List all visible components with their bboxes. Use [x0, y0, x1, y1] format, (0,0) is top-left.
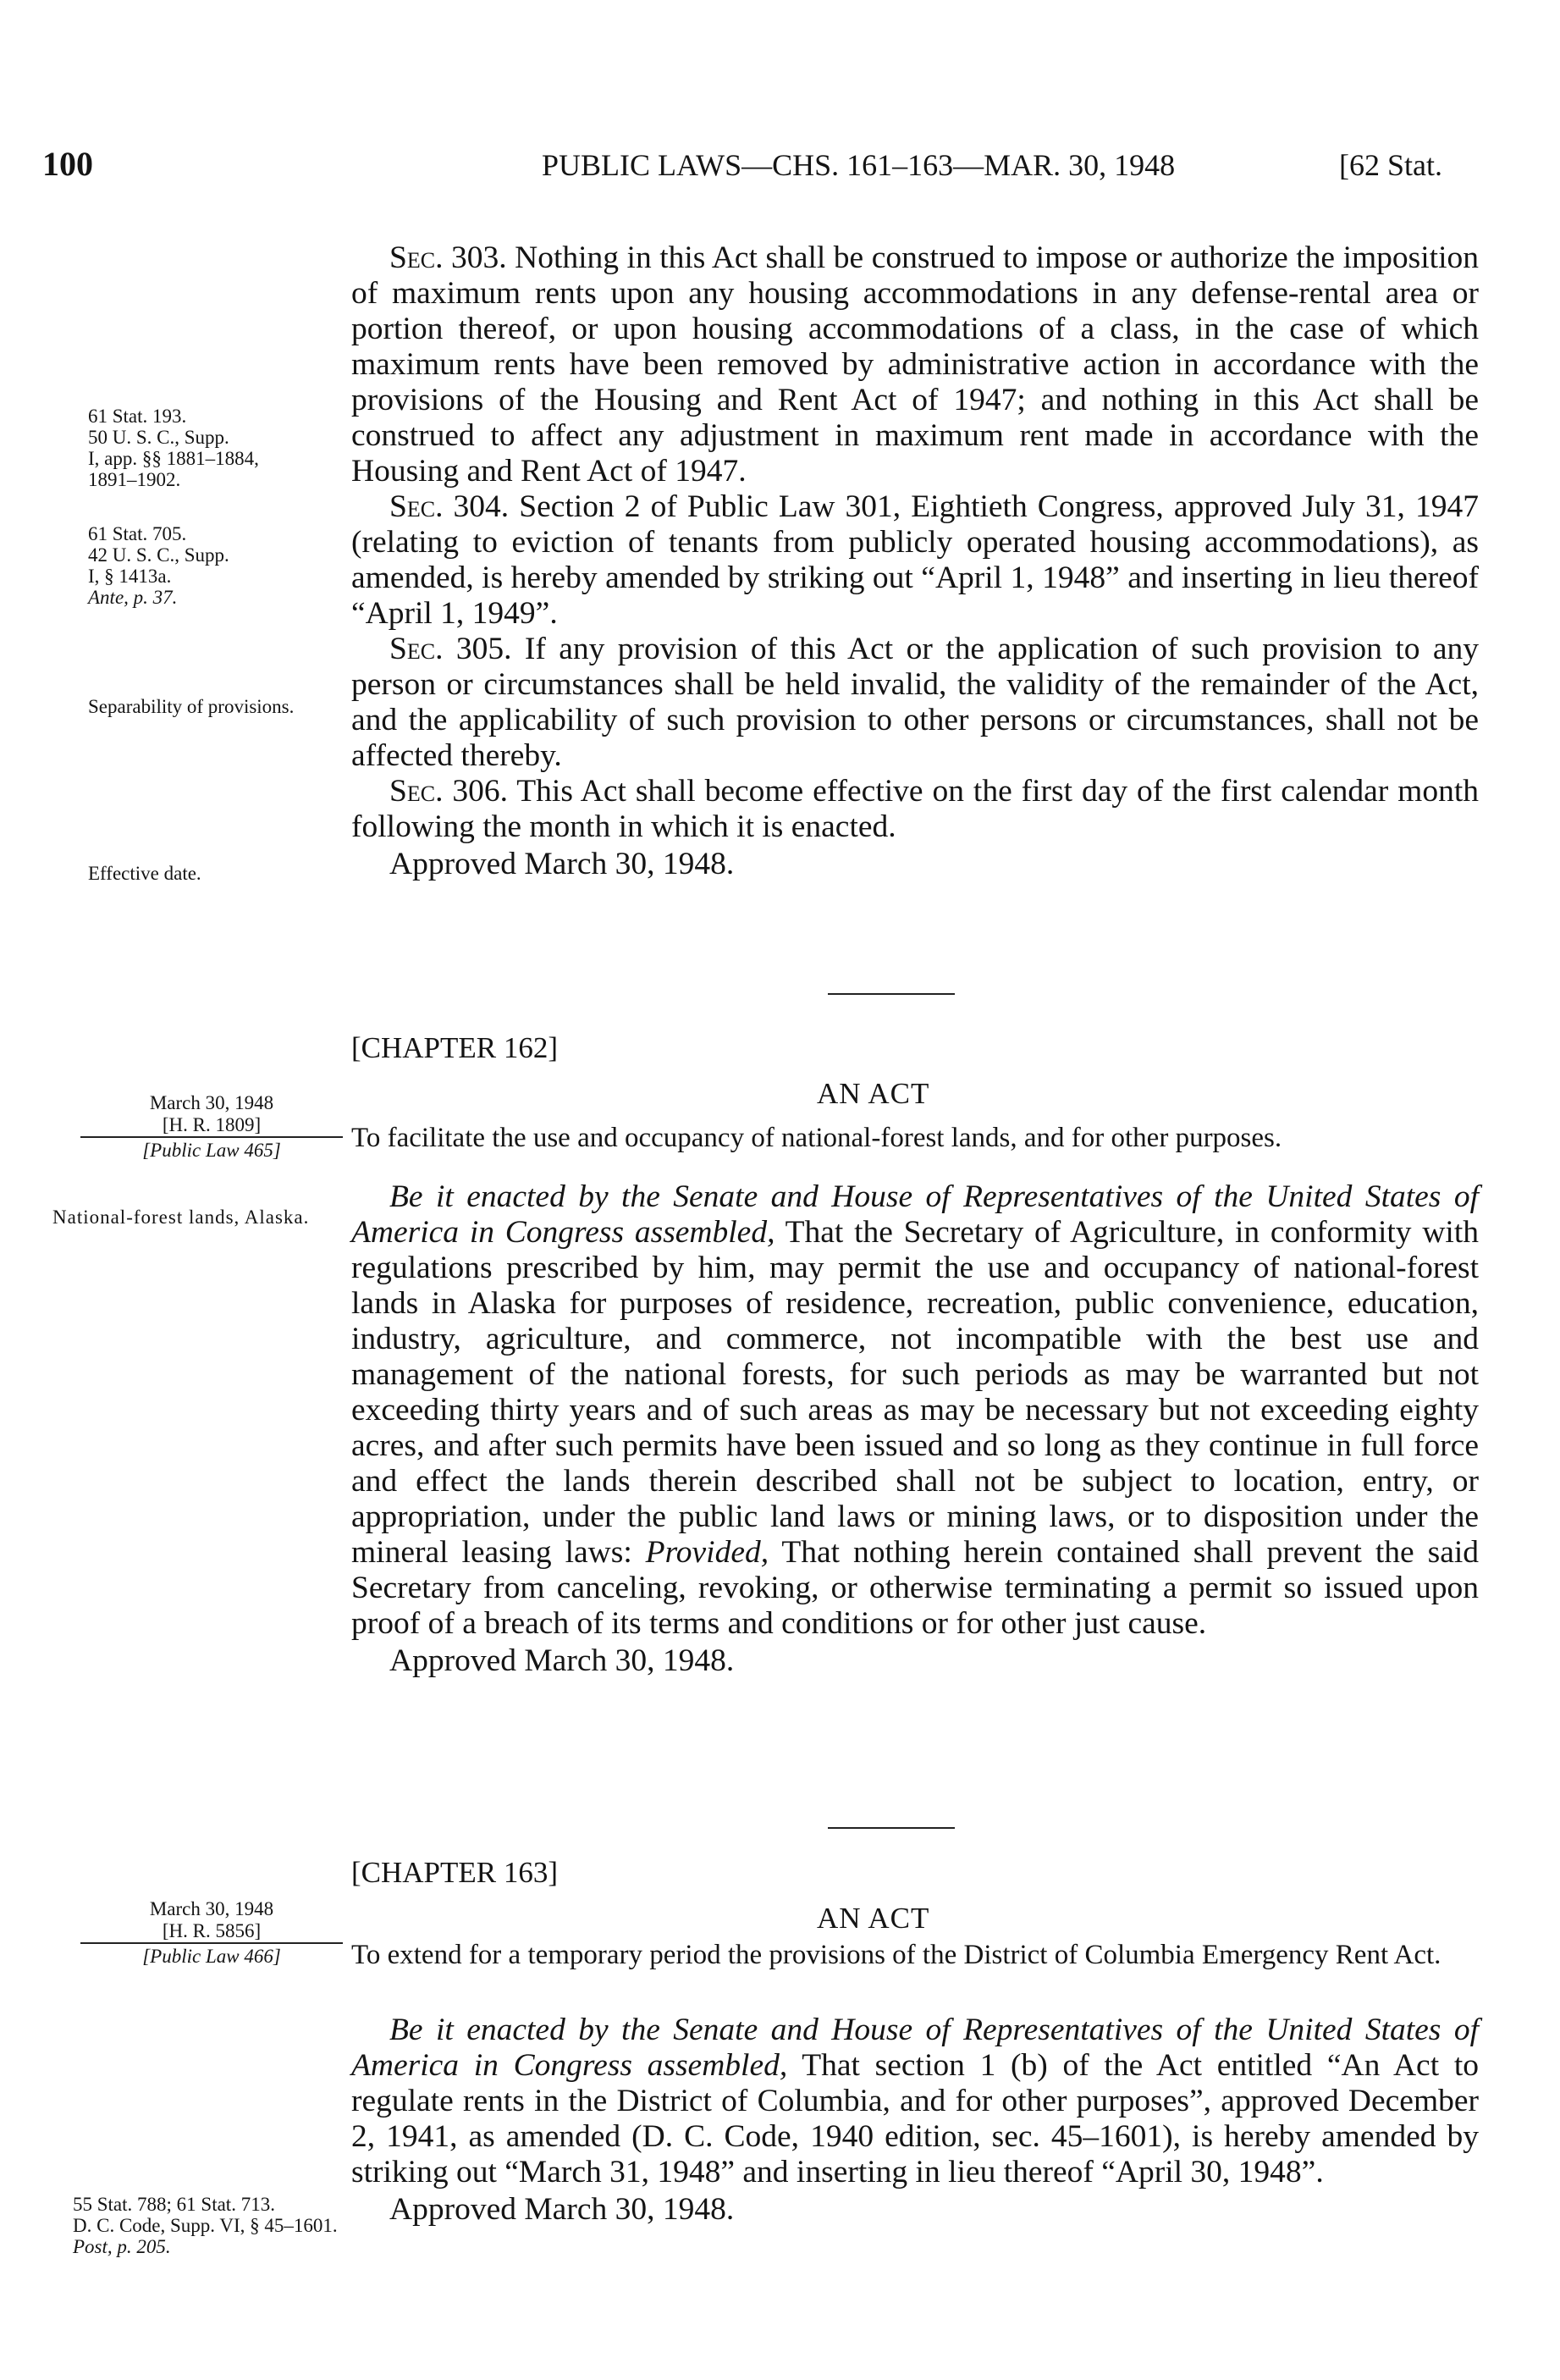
section-303-label: Sec. 303.: [389, 240, 507, 275]
approved-chapter-161: Approved March 30, 1948.: [389, 847, 735, 881]
section-304-label: Sec. 304.: [389, 489, 510, 524]
section-305-text: If any provision of this Act or the application of such provision to any person or circumstances shall be held invalid, the validity of the remainder of the Act, and the applicability of such provision to other persons or circumstances, shall not be affected thereby.: [351, 632, 1479, 773]
section-306: [351, 774, 1479, 845]
chapter-162-bill: [H. R. 1809]: [162, 1114, 262, 1135]
section-306-label: Sec. 306.: [389, 774, 508, 809]
margin-note-line: 1891–1902.: [88, 469, 181, 490]
statute-volume: [62 Stat.: [1339, 148, 1442, 182]
enacting-clause: Be it enacted by the Senate and House of Representatives of the United States of America in Congress assembled,: [351, 2013, 1479, 2083]
margin-note-effective-date: Effective date.: [88, 863, 201, 884]
margin-note-line: 61 Stat. 705.: [88, 523, 187, 544]
margin-note-line: I, § 1413a.: [88, 566, 172, 587]
chapter-162-body: [351, 1179, 1479, 1679]
chapter-163-bill: [H. R. 5856]: [162, 1920, 262, 1941]
margin-note-55-stat-788: [73, 2194, 344, 2257]
section-divider: [828, 993, 955, 995]
chapter-161-sections: [351, 240, 1479, 882]
chapter-162-sidehead: [80, 1092, 343, 1162]
section-306-text: This Act shall become effective on the first day of the first calendar month following the month in which it is enacted.: [351, 774, 1479, 844]
margin-note-ante: Ante, p. 37.: [88, 587, 178, 608]
margin-note-line: I, app. §§ 1881–1884,: [88, 448, 259, 469]
section-305: [351, 632, 1479, 774]
chapter-162-body-part-2: That nothing herein contained shall prevent the said Secretary from canceling, revoking, or otherwise terminating a permit so issued upon proof of a breach of its terms and conditions or for other just cause.: [351, 1535, 1480, 1641]
page-number: 100: [42, 145, 93, 183]
section-305-label: Sec. 305.: [389, 632, 512, 666]
chapter-163-public-law: [Public Law 466]: [80, 1942, 343, 1968]
section-304: [351, 489, 1479, 632]
section-divider: [828, 1827, 955, 1829]
running-head: PUBLIC LAWS—CHS. 161–163—MAR. 30, 1948: [542, 148, 1176, 182]
margin-note-61-stat-705: [88, 523, 342, 608]
section-304-text: Section 2 of Public Law 301, Eightieth Congress, approved July 31, 1947 (relating to eviction of tenants from publicly operated housing accommodations), as amended, is hereby amended by striking out “April 1, 1948” and inserting in lieu thereof “April 1, 1949”.: [351, 489, 1479, 631]
proviso: Provided,: [645, 1535, 769, 1570]
section-303-text: Nothing in this Act shall be construed to impose or authorize the imposition of maximum rents upon any housing accommodations in any defense-rental area or portion thereof, or upon housing accommodations of a class, in the case of which maximum rents have been removed by administrative action in accordance with the provisions of the Housing and Rent Act of 1947; and nothing in this Act shall be construed to affect any adjustment in maximum rent made in accordance with the Housing and Rent Act of 1947.: [351, 240, 1480, 489]
margin-note-line: 55 Stat. 788; 61 Stat. 713.: [73, 2194, 275, 2215]
chapter-162-date: March 30, 1948: [149, 1092, 274, 1113]
chapter-162-public-law: [Public Law 465]: [80, 1136, 343, 1162]
margin-note-national-forest: National-forest lands, Alaska.: [52, 1207, 310, 1228]
approved-chapter-163: Approved March 30, 1948.: [389, 2192, 735, 2227]
chapter-162-heading: [CHAPTER 162]: [351, 1031, 559, 1064]
margin-note-separability: Separability of provisions.: [88, 696, 295, 717]
chapter-163-date: March 30, 1948: [149, 1898, 274, 1919]
margin-note-line: 42 U. S. C., Supp.: [88, 544, 229, 566]
chapter-162-an-act: AN ACT: [817, 1077, 930, 1110]
chapter-163-sidehead: [80, 1898, 343, 1968]
approved-chapter-162: Approved March 30, 1948.: [389, 1643, 735, 1678]
margin-note-line: D. C. Code, Supp. VI, § 45–1601.: [73, 2215, 338, 2236]
chapter-163-title: To extend for a temporary period the provisions of the District of Columbia Emergency Rent Act.: [351, 1940, 1441, 1970]
chapter-163-body: [351, 2013, 1479, 2228]
chapter-162-title: To facilitate the use and occupancy of national-forest lands, and for other purposes.: [351, 1123, 1282, 1153]
chapter-163-heading: [CHAPTER 163]: [351, 1856, 559, 1889]
margin-note-line: 61 Stat. 193.: [88, 406, 187, 427]
chapter-162-text: [351, 1179, 1479, 1642]
margin-note-line: 50 U. S. C., Supp.: [88, 427, 229, 448]
margin-note-post: Post, p. 205.: [73, 2236, 171, 2257]
enacting-clause: Be it enacted by the Senate and House of Representatives of the United States of America in Congress assembled,: [351, 1179, 1479, 1250]
chapter-162-body-part-1: That the Secretary of Agriculture, in conformity with regulations prescribed by him, may permit the use and occupancy of national-forest lands in Alaska for purposes of residence, recreation, public convenience, education, industry, agriculture, and commerce, not incompatible with the best use and management of the national forests, for such periods as may be warranted but not exceeding thirty years and of such areas as may be necessary but not exceeding eighty acres, and after such permits have been issued and so long as they continue in full force and effect the lands therein described shall not be subject to location, entry, or appropriation, under the public land laws or mining laws, or to disposition under the mineral leasing laws:: [351, 1215, 1479, 1570]
chapter-163-an-act: AN ACT: [817, 1902, 930, 1935]
margin-note-61-stat-193: [88, 406, 342, 490]
chapter-163-body-text: That section 1 (b) of the Act entitled “An Act to regulate rents in the District of Columbia, and for other purposes”, approved December 2, 1941, as amended (D. C. Code, 1940 edition, sec. 45–1601), is hereby amended by striking out “March 31, 1948” and inserting in lieu thereof “April 30, 1948”.: [351, 2048, 1479, 2189]
chapter-163-text: [351, 2013, 1479, 2190]
section-303: [351, 240, 1479, 489]
